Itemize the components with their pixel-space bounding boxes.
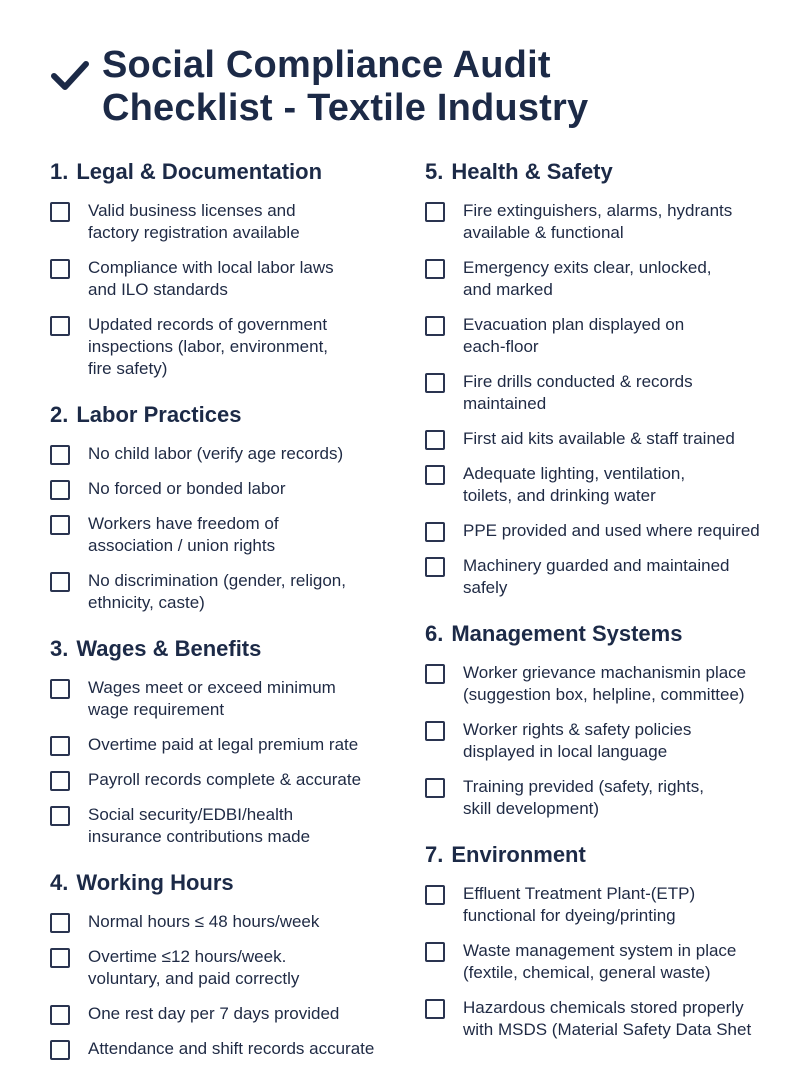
label-line: Workers have freedom of: [88, 514, 279, 533]
label-line: Training previded (safety, rights,: [463, 777, 704, 796]
label-line: factory registration available: [88, 223, 300, 242]
label-line: Machinery guarded and maintained: [463, 556, 730, 575]
checklist-item-label: [88, 804, 310, 848]
checklist-item[interactable]: [425, 997, 785, 1041]
checklist-item-label: [88, 443, 343, 465]
checklist-item-label: [88, 769, 361, 791]
section-title: [50, 869, 400, 897]
checklist-item[interactable]: [50, 804, 400, 848]
checklist-item[interactable]: [50, 946, 400, 990]
label-line: Compliance with local labor laws: [88, 258, 334, 277]
checklist-item[interactable]: [50, 314, 400, 380]
checkbox[interactable]: [425, 557, 445, 577]
checklist-item[interactable]: [425, 200, 785, 244]
section-gap: [50, 861, 400, 869]
checklist-item-label: [463, 940, 736, 984]
checkbox[interactable]: [425, 430, 445, 450]
label-line: Worker rights & safety policies: [463, 720, 692, 739]
section-title-text: Wages & Benefits: [76, 636, 262, 661]
checklist-item[interactable]: [425, 662, 785, 706]
section-wages-benefits: [50, 635, 400, 848]
label-line: Fire extinguishers, alarms, hydrants: [463, 201, 733, 220]
checklist-item[interactable]: [50, 677, 400, 721]
checkbox[interactable]: [425, 885, 445, 905]
checkbox[interactable]: [50, 1040, 70, 1060]
section-management-systems: [425, 620, 785, 820]
section-number: 6.: [425, 621, 444, 646]
checklist-item[interactable]: [425, 940, 785, 984]
section-gap: [425, 1054, 785, 1062]
section-title-text: Health & Safety: [451, 159, 613, 184]
label-line: ethnicity, caste): [88, 593, 205, 612]
checklist-item[interactable]: [50, 734, 400, 756]
checklist-item[interactable]: [50, 570, 400, 614]
checklist-item-label: [463, 883, 695, 927]
left-column: [50, 158, 400, 1081]
label-line: toilets, and drinking water: [463, 486, 656, 505]
section-gap: [50, 1073, 400, 1081]
checklist-item-label: [463, 997, 751, 1041]
label-line: No discrimination (gender, religon,: [88, 571, 346, 590]
label-line: Valid business licenses and: [88, 201, 296, 220]
checklist-item[interactable]: [425, 314, 785, 358]
checklist-item-label: [88, 314, 328, 380]
section-environment: [425, 841, 785, 1041]
checklist-item[interactable]: [425, 555, 785, 599]
section-title: [50, 158, 400, 186]
title-line-1: Social Compliance Audit: [102, 44, 551, 86]
checklist-item[interactable]: [425, 463, 785, 507]
checklist-item-label: [88, 1038, 374, 1060]
checkbox[interactable]: [50, 480, 70, 500]
checklist-item[interactable]: [425, 428, 785, 450]
label-line: Hazardous chemicals stored properly: [463, 998, 744, 1017]
label-line: Updated records of government: [88, 315, 328, 334]
section-title: [425, 841, 785, 869]
right-column: [425, 158, 785, 1062]
checklist-item-label: [88, 677, 336, 721]
checklist-item-label: [88, 946, 299, 990]
checklist-item[interactable]: [50, 513, 400, 557]
label-line: wage requirement: [88, 700, 225, 719]
checkbox[interactable]: [50, 445, 70, 465]
label-line: insurance contributions made: [88, 827, 311, 846]
checkbox[interactable]: [425, 664, 445, 684]
checklist-item[interactable]: [425, 257, 785, 301]
label-line: Adequate lighting, ventilation,: [463, 464, 686, 483]
checklist-item-label: [88, 257, 334, 301]
checklist-item-label: [88, 911, 319, 933]
section-gap: [425, 833, 785, 841]
label-line: No forced or bonded labor: [88, 479, 286, 498]
section-title-text: Legal & Documentation: [76, 159, 323, 184]
label-line: First aid kits available & staff trained: [463, 429, 735, 448]
label-line: Normal hours ≤ 48 hours/week: [88, 912, 320, 931]
label-line: Waste management system in place: [463, 941, 737, 960]
title-line-2: Checklist - Textile Industry: [102, 87, 589, 129]
section-gap: [50, 393, 400, 401]
checklist-item-label: [88, 570, 346, 614]
checkbox[interactable]: [425, 522, 445, 542]
checklist-item[interactable]: [50, 200, 400, 244]
label-line: displayed in local language: [463, 742, 668, 761]
label-line: Fire drills conducted & records: [463, 372, 693, 391]
checklist-item[interactable]: [50, 1038, 400, 1060]
label-line: voluntary, and paid correctly: [88, 969, 300, 988]
label-line: Payroll records complete & accurate: [88, 770, 362, 789]
checkbox[interactable]: [50, 806, 70, 826]
label-line: available & functional: [463, 223, 624, 242]
label-line: Overtime paid at legal premium rate: [88, 735, 359, 754]
label-line: inspections (labor, environment,: [88, 337, 329, 356]
checklist-item-label: [88, 513, 279, 557]
section-title: [50, 401, 400, 429]
label-line: No child labor (verify age records): [88, 444, 344, 463]
label-line: (suggestion box, helpline, committee): [463, 685, 745, 704]
section-title-text: Management Systems: [451, 621, 683, 646]
checkbox[interactable]: [50, 913, 70, 933]
label-line: association / union rights: [88, 536, 276, 555]
checkmark-icon: [50, 58, 90, 92]
section-gap: [425, 612, 785, 620]
checklist-item-label: [463, 719, 691, 763]
checkbox[interactable]: [50, 202, 70, 222]
label-line: Attendance and shift records accurate: [88, 1039, 375, 1058]
checkbox[interactable]: [50, 679, 70, 699]
label-line: and marked: [463, 280, 553, 299]
checklist-item-label: [88, 200, 300, 244]
checkbox[interactable]: [50, 316, 70, 336]
checklist-item[interactable]: [50, 443, 400, 465]
label-line: (fextile, chemical, general waste): [463, 963, 711, 982]
label-line: PPE provided and used where required: [463, 521, 760, 540]
checklist-item[interactable]: [425, 520, 785, 542]
checklist-item[interactable]: [50, 1003, 400, 1025]
checklist-item-label: [463, 428, 735, 450]
section-number: 4.: [50, 870, 69, 895]
label-line: Social security/EDBI/health: [88, 805, 294, 824]
section-working-hours: [50, 869, 400, 1060]
label-line: maintained: [463, 394, 547, 413]
checklist-item-label: [463, 662, 746, 706]
checkbox[interactable]: [425, 316, 445, 336]
checklist-item[interactable]: [50, 911, 400, 933]
label-line: Worker grievance machanismin place: [463, 663, 747, 682]
checklist-item[interactable]: [425, 776, 785, 820]
section-title-text: Labor Practices: [76, 402, 242, 427]
section-title-text: Environment: [451, 842, 586, 867]
checkbox[interactable]: [425, 202, 445, 222]
section-number: 3.: [50, 636, 69, 661]
label-line: each-floor: [463, 337, 539, 356]
checklist-item-label: [88, 734, 358, 756]
checkbox[interactable]: [50, 948, 70, 968]
checklist-item-label: [463, 314, 684, 358]
section-number: 1.: [50, 159, 69, 184]
label-line: Emergency exits clear, unlocked,: [463, 258, 712, 277]
checklist-item[interactable]: [50, 478, 400, 500]
checkbox[interactable]: [425, 259, 445, 279]
label-line: Evacuation plan displayed on: [463, 315, 685, 334]
checkbox[interactable]: [50, 736, 70, 756]
checklist-item[interactable]: [425, 719, 785, 763]
checkbox[interactable]: [425, 373, 445, 393]
label-line: skill development): [463, 799, 600, 818]
checklist-item-label: [463, 776, 704, 820]
checkbox[interactable]: [425, 999, 445, 1019]
checklist-item-label: [463, 520, 760, 542]
section-title: [425, 620, 785, 648]
label-line: safely: [463, 578, 508, 597]
label-line: with MSDS (Material Safety Data Shet: [463, 1020, 752, 1039]
section-title: [50, 635, 400, 663]
label-line: functional for dyeing/printing: [463, 906, 676, 925]
checklist-item[interactable]: [50, 257, 400, 301]
checkbox[interactable]: [50, 572, 70, 592]
label-line: Wages meet or exceed minimum: [88, 678, 336, 697]
checkbox[interactable]: [50, 1005, 70, 1025]
label-line: fire safety): [88, 359, 168, 378]
checklist-item-label: [463, 555, 730, 599]
section-title-text: Working Hours: [76, 870, 234, 895]
checkbox[interactable]: [50, 259, 70, 279]
section-number: 7.: [425, 842, 444, 867]
checkbox[interactable]: [425, 721, 445, 741]
section-number: 2.: [50, 402, 69, 427]
checklist-item-label: [88, 478, 286, 500]
checkbox[interactable]: [425, 465, 445, 485]
checkbox[interactable]: [425, 942, 445, 962]
page-title: [102, 44, 588, 130]
checklist-item-label: [88, 1003, 339, 1025]
label-line: and ILO standards: [88, 280, 228, 299]
label-line: Overtime ≤12 hours/week.: [88, 947, 287, 966]
checklist-item-label: [463, 463, 685, 507]
checkbox[interactable]: [425, 778, 445, 798]
checklist-item-label: [463, 371, 693, 415]
section-gap: [50, 627, 400, 635]
section-health-safety: [425, 158, 785, 599]
section-legal-documentation: [50, 158, 400, 380]
section-number: 5.: [425, 159, 444, 184]
checkbox[interactable]: [50, 515, 70, 535]
label-line: Effluent Treatment Plant-(ETP): [463, 884, 696, 903]
section-title: [425, 158, 785, 186]
checklist-item[interactable]: [425, 371, 785, 415]
section-labor-practices: [50, 401, 400, 614]
checklist-item[interactable]: [425, 883, 785, 927]
checkbox[interactable]: [50, 771, 70, 791]
label-line: One rest day per 7 days provided: [88, 1004, 340, 1023]
checklist-item-label: [463, 200, 732, 244]
checklist-item-label: [463, 257, 712, 301]
checklist-item[interactable]: [50, 769, 400, 791]
